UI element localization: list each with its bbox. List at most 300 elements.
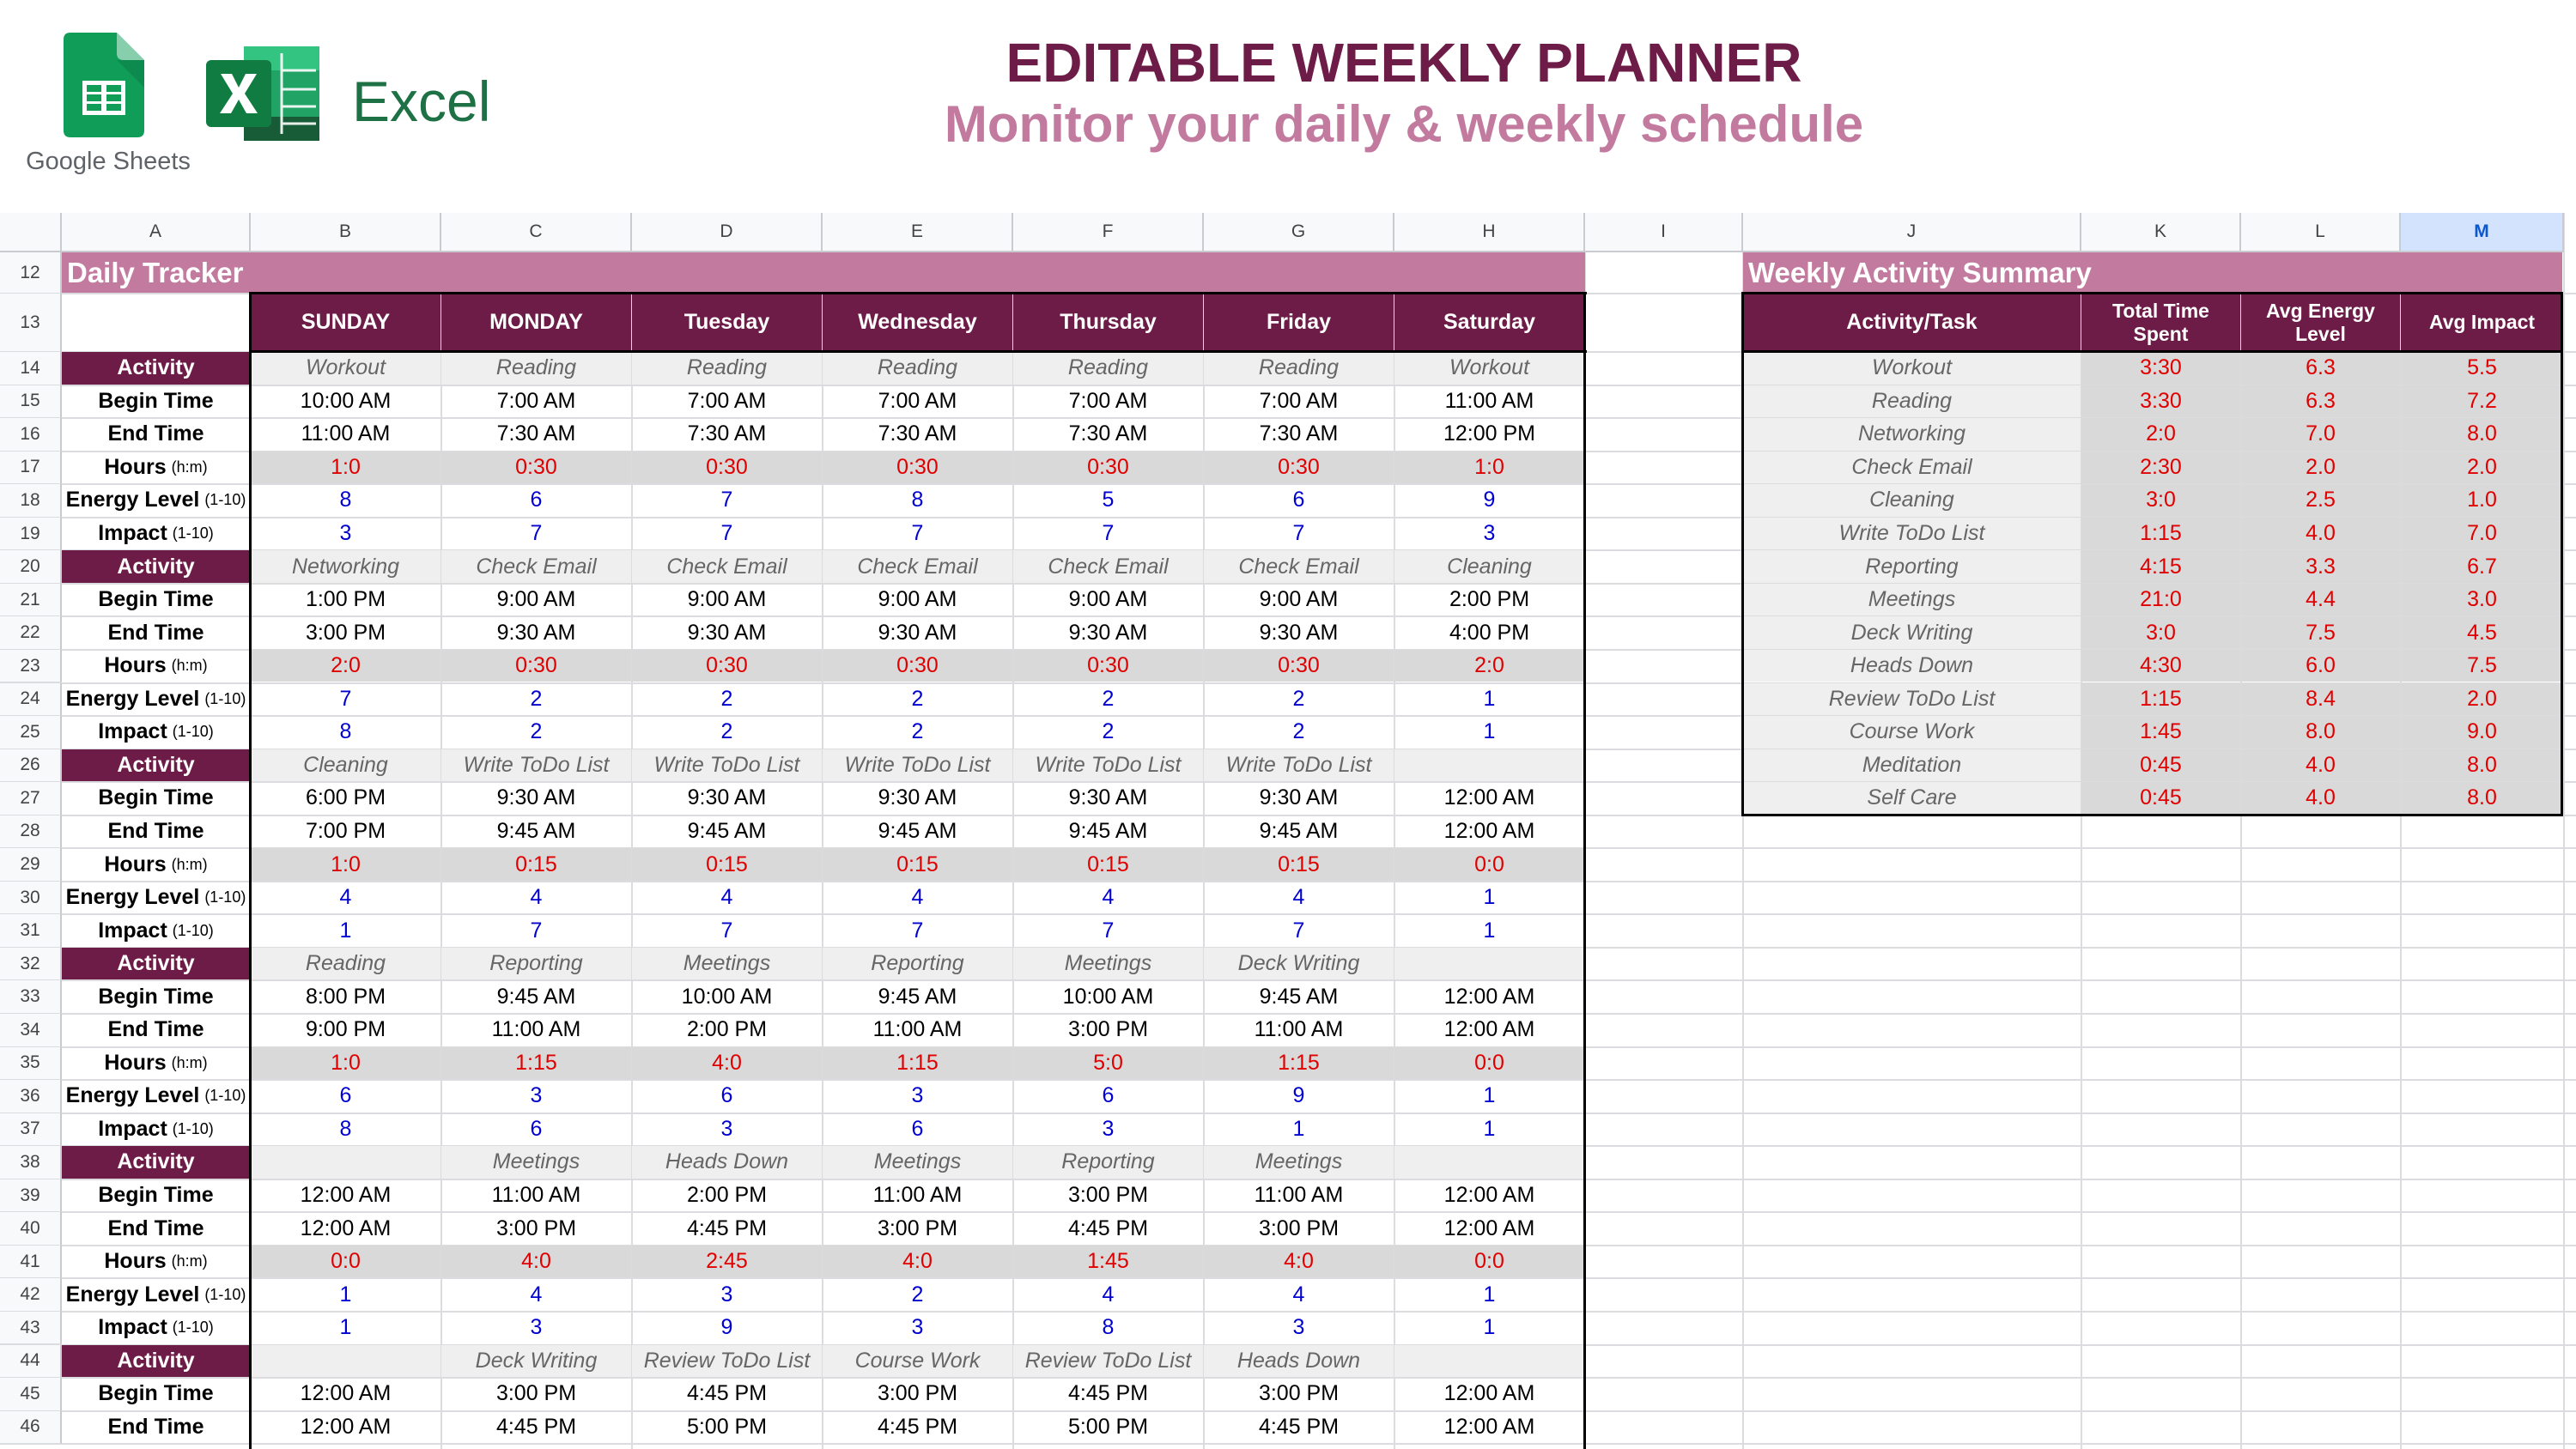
hours-cell[interactable]: 2:0 [251, 650, 440, 682]
activity-cell[interactable]: Write ToDo List [632, 749, 822, 782]
begin-time-cell[interactable]: 2:00 PM [1449, 587, 1530, 612]
summary-task-cell[interactable]: Heads Down [1743, 650, 2081, 682]
energy-level-cell[interactable]: 3 [720, 1282, 733, 1307]
activity-cell[interactable]: Meetings [1013, 948, 1203, 980]
energy-level-cell[interactable]: 2 [1102, 686, 1115, 711]
hours-cell[interactable]: 0:30 [823, 650, 1012, 682]
row-number[interactable]: 15 [0, 385, 62, 419]
activity-cell[interactable]: Write ToDo List [1204, 749, 1394, 782]
activity-cell[interactable]: Meetings [823, 1146, 1012, 1179]
energy-level-cell[interactable]: 4 [1102, 885, 1115, 910]
activity-cell[interactable]: Reading [441, 352, 631, 385]
impact-cell[interactable]: 7 [720, 521, 733, 546]
activity-cell[interactable]: Reading [1013, 352, 1203, 385]
end-time-cell[interactable]: 7:30 AM [1068, 421, 1148, 446]
end-time-cell[interactable]: 4:45 PM [495, 1414, 577, 1439]
energy-level-cell[interactable]: 2 [911, 1282, 924, 1307]
begin-time-cell[interactable]: 12:00 AM [1443, 785, 1535, 810]
activity-cell[interactable]: Reading [1204, 352, 1394, 385]
begin-time-cell[interactable]: 7:00 AM [1068, 388, 1148, 413]
impact-cell[interactable]: 7 [911, 918, 924, 943]
row-number[interactable]: 42 [0, 1278, 62, 1312]
row-number[interactable]: 25 [0, 716, 62, 749]
impact-cell[interactable]: 1 [1483, 1315, 1496, 1340]
energy-level-cell[interactable]: 8 [339, 488, 352, 512]
begin-time-cell[interactable]: 3:00 PM [877, 1381, 958, 1406]
end-time-cell[interactable]: 3:00 PM [1258, 1216, 1340, 1240]
row-number[interactable]: 34 [0, 1014, 62, 1047]
row-number[interactable]: 22 [0, 616, 62, 650]
energy-level-cell[interactable]: 1 [1483, 1083, 1496, 1108]
end-time-cell[interactable]: 7:30 AM [496, 421, 576, 446]
column-header-h[interactable]: H [1394, 213, 1585, 252]
begin-time-cell[interactable]: 12:00 AM [1443, 1183, 1535, 1208]
activity-cell[interactable]: Workout [1394, 352, 1584, 385]
activity-cell[interactable]: Workout [251, 352, 440, 385]
end-time-cell[interactable]: 7:00 PM [305, 818, 386, 843]
end-time-cell[interactable]: 4:45 PM [686, 1216, 768, 1240]
summary-energy-cell[interactable]: 8.4 [2241, 683, 2400, 716]
hours-cell[interactable]: 0:15 [1204, 848, 1394, 881]
end-time-cell[interactable]: 9:45 AM [687, 818, 767, 843]
impact-cell[interactable]: 2 [911, 719, 924, 744]
end-time-cell[interactable]: 11:00 AM [1254, 1017, 1344, 1042]
summary-task-cell[interactable]: Workout [1743, 352, 2081, 385]
end-time-cell[interactable]: 7:30 AM [878, 421, 957, 446]
summary-impact-cell[interactable]: 7.5 [2401, 650, 2563, 682]
summary-energy-cell[interactable]: 6.0 [2241, 650, 2400, 682]
summary-task-cell[interactable]: Reading [1743, 385, 2081, 418]
begin-time-cell[interactable]: 9:00 AM [496, 587, 576, 612]
end-time-cell[interactable]: 3:00 PM [495, 1216, 577, 1240]
begin-time-cell[interactable]: 4:45 PM [1067, 1381, 1149, 1406]
hours-cell[interactable]: 0:0 [1394, 848, 1584, 881]
summary-task-cell[interactable]: Check Email [1743, 452, 2081, 484]
impact-cell[interactable]: 7 [911, 521, 924, 546]
activity-cell[interactable]: Networking [251, 550, 440, 583]
hours-cell[interactable]: 1:15 [1204, 1047, 1394, 1080]
row-number[interactable]: 21 [0, 584, 62, 617]
hours-cell[interactable]: 4:0 [823, 1246, 1012, 1278]
impact-cell[interactable]: 3 [530, 1315, 543, 1340]
begin-time-cell[interactable]: 9:00 AM [878, 587, 957, 612]
hours-cell[interactable]: 1:0 [251, 452, 440, 484]
column-header-a[interactable]: A [62, 213, 251, 252]
summary-energy-cell[interactable]: 8.0 [2241, 716, 2400, 749]
spreadsheet-grid[interactable] [0, 213, 2576, 1449]
column-header-k[interactable]: K [2081, 213, 2241, 252]
begin-time-cell[interactable]: 11:00 AM [1254, 1183, 1344, 1208]
row-number[interactable]: 28 [0, 815, 62, 849]
begin-time-cell[interactable]: 10:00 AM [300, 388, 392, 413]
energy-level-cell[interactable]: 1 [339, 1282, 352, 1307]
summary-task-cell[interactable]: Cleaning [1743, 484, 2081, 517]
impact-cell[interactable]: 3 [339, 521, 352, 546]
summary-impact-cell[interactable]: 8.0 [2401, 418, 2563, 451]
activity-cell[interactable]: Meetings [632, 948, 822, 980]
begin-time-cell[interactable]: 8:00 PM [305, 984, 386, 1009]
summary-impact-cell[interactable]: 5.5 [2401, 352, 2563, 385]
impact-cell[interactable]: 7 [530, 918, 543, 943]
summary-time-cell[interactable]: 1:15 [2081, 518, 2240, 550]
activity-cell[interactable]: Review ToDo List [632, 1345, 822, 1378]
summary-time-cell[interactable]: 2:30 [2081, 452, 2240, 484]
end-time-cell[interactable]: 11:00 AM [491, 1017, 581, 1042]
begin-time-cell[interactable]: 9:00 AM [687, 587, 767, 612]
energy-level-cell[interactable]: 9 [1483, 488, 1496, 512]
activity-cell[interactable] [1394, 1345, 1584, 1378]
hours-cell[interactable]: 0:15 [441, 848, 631, 881]
begin-time-cell[interactable]: 9:30 AM [878, 785, 957, 810]
impact-cell[interactable]: 1 [1483, 918, 1496, 943]
column-header-b[interactable]: B [251, 213, 441, 252]
row-number[interactable]: 32 [0, 948, 62, 981]
hours-cell[interactable]: 4:0 [1204, 1246, 1394, 1278]
begin-time-cell[interactable]: 10:00 AM [681, 984, 773, 1009]
end-time-cell[interactable]: 3:00 PM [877, 1216, 958, 1240]
activity-cell[interactable]: Write ToDo List [823, 749, 1012, 782]
energy-level-cell[interactable]: 3 [530, 1083, 543, 1108]
row-number[interactable]: 40 [0, 1212, 62, 1246]
end-time-cell[interactable]: 3:00 PM [1067, 1017, 1149, 1042]
summary-time-cell[interactable]: 4:15 [2081, 550, 2240, 583]
end-time-cell[interactable]: 9:30 AM [687, 620, 767, 645]
begin-time-cell[interactable]: 7:00 AM [496, 388, 576, 413]
summary-energy-cell[interactable]: 6.3 [2241, 352, 2400, 385]
energy-level-cell[interactable]: 4 [1292, 885, 1305, 910]
row-number[interactable]: 37 [0, 1113, 62, 1147]
energy-level-cell[interactable]: 4 [911, 885, 924, 910]
hours-cell[interactable]: 5:0 [1013, 1047, 1203, 1080]
row-number[interactable]: 14 [0, 352, 62, 385]
end-time-cell[interactable]: 9:45 AM [1068, 818, 1148, 843]
end-time-cell[interactable]: 12:00 AM [1443, 1414, 1535, 1439]
impact-cell[interactable]: 7 [1102, 521, 1115, 546]
hours-cell[interactable]: 4:0 [441, 1246, 631, 1278]
impact-cell[interactable]: 2 [1292, 719, 1305, 744]
summary-time-cell[interactable]: 0:45 [2081, 782, 2240, 815]
energy-level-cell[interactable]: 4 [1102, 1282, 1115, 1307]
summary-task-cell[interactable]: Self Care [1743, 782, 2081, 815]
begin-time-cell[interactable]: 9:45 AM [1259, 984, 1339, 1009]
begin-time-cell[interactable]: 3:00 PM [1067, 1183, 1149, 1208]
summary-energy-cell[interactable]: 3.3 [2241, 550, 2400, 583]
activity-cell[interactable]: Meetings [1204, 1146, 1394, 1179]
energy-level-cell[interactable]: 2 [1292, 686, 1305, 711]
activity-cell[interactable]: Cleaning [251, 749, 440, 782]
column-header-j[interactable]: J [1743, 213, 2081, 252]
hours-cell[interactable]: 0:0 [1394, 1246, 1584, 1278]
column-header-g[interactable]: G [1204, 213, 1394, 252]
hours-cell[interactable]: 2:0 [1394, 650, 1584, 682]
row-number[interactable]: 13 [0, 294, 62, 352]
end-time-cell[interactable]: 9:30 AM [1068, 620, 1148, 645]
impact-cell[interactable]: 7 [1102, 918, 1115, 943]
begin-time-cell[interactable]: 3:00 PM [1258, 1381, 1340, 1406]
energy-level-cell[interactable]: 3 [911, 1083, 924, 1108]
summary-energy-cell[interactable]: 4.0 [2241, 782, 2400, 815]
energy-level-cell[interactable]: 1 [1483, 1282, 1496, 1307]
summary-task-cell[interactable]: Write ToDo List [1743, 518, 2081, 550]
end-time-cell[interactable]: 2:00 PM [686, 1017, 768, 1042]
energy-level-cell[interactable]: 2 [911, 686, 924, 711]
hours-cell[interactable]: 0:30 [632, 650, 822, 682]
hours-cell[interactable]: 0:30 [441, 650, 631, 682]
end-time-cell[interactable]: 11:00 AM [301, 421, 391, 446]
activity-cell[interactable]: Reading [251, 948, 440, 980]
row-number[interactable]: 19 [0, 518, 62, 551]
row-number[interactable]: 29 [0, 848, 62, 882]
end-time-cell[interactable]: 12:00 AM [1443, 818, 1535, 843]
hours-cell[interactable]: 1:45 [1013, 1246, 1203, 1278]
hours-cell[interactable]: 1:15 [441, 1047, 631, 1080]
energy-level-cell[interactable]: 5 [1102, 488, 1115, 512]
column-header-i[interactable]: I [1585, 213, 1743, 252]
impact-cell[interactable]: 3 [1102, 1116, 1115, 1141]
impact-cell[interactable]: 7 [1292, 521, 1305, 546]
end-time-cell[interactable]: 4:45 PM [877, 1414, 958, 1439]
hours-cell[interactable]: 1:0 [251, 848, 440, 881]
impact-cell[interactable]: 3 [720, 1116, 733, 1141]
impact-cell[interactable]: 1 [339, 918, 352, 943]
begin-time-cell[interactable]: 7:00 AM [878, 388, 957, 413]
summary-energy-cell[interactable]: 7.0 [2241, 418, 2400, 451]
impact-cell[interactable]: 9 [720, 1315, 733, 1340]
begin-time-cell[interactable]: 9:45 AM [878, 984, 957, 1009]
begin-time-cell[interactable]: 12:00 AM [1443, 1381, 1535, 1406]
activity-cell[interactable] [251, 1345, 440, 1378]
energy-level-cell[interactable]: 4 [1292, 1282, 1305, 1307]
begin-time-cell[interactable]: 9:30 AM [1259, 785, 1339, 810]
activity-cell[interactable]: Cleaning [1394, 550, 1584, 583]
energy-level-cell[interactable]: 2 [720, 686, 733, 711]
column-header-f[interactable]: F [1013, 213, 1204, 252]
summary-time-cell[interactable]: 3:30 [2081, 352, 2240, 385]
impact-cell[interactable]: 8 [339, 719, 352, 744]
summary-time-cell[interactable]: 4:30 [2081, 650, 2240, 682]
end-time-cell[interactable]: 9:45 AM [1259, 818, 1339, 843]
summary-task-cell[interactable]: Deck Writing [1743, 616, 2081, 649]
hours-cell[interactable]: 0:15 [632, 848, 822, 881]
energy-level-cell[interactable]: 6 [720, 1083, 733, 1108]
column-header-c[interactable]: C [441, 213, 632, 252]
hours-cell[interactable]: 1:0 [1394, 452, 1584, 484]
end-time-cell[interactable]: 5:00 PM [1067, 1414, 1149, 1439]
end-time-cell[interactable]: 12:00 AM [1443, 1017, 1535, 1042]
row-number[interactable]: 36 [0, 1080, 62, 1113]
summary-energy-cell[interactable]: 6.3 [2241, 385, 2400, 418]
hours-cell[interactable]: 0:30 [441, 452, 631, 484]
energy-level-cell[interactable]: 6 [530, 488, 543, 512]
end-time-cell[interactable]: 4:45 PM [1258, 1414, 1340, 1439]
summary-time-cell[interactable]: 2:0 [2081, 418, 2240, 451]
impact-cell[interactable]: 1 [339, 1315, 352, 1340]
hours-cell[interactable]: 0:0 [1394, 1047, 1584, 1080]
impact-cell[interactable]: 3 [911, 1315, 924, 1340]
summary-impact-cell[interactable]: 8.0 [2401, 749, 2563, 782]
activity-cell[interactable]: Meetings [441, 1146, 631, 1179]
summary-task-cell[interactable]: Networking [1743, 418, 2081, 451]
end-time-cell[interactable]: 12:00 AM [1443, 1216, 1535, 1240]
column-header-e[interactable]: E [823, 213, 1013, 252]
row-number[interactable]: 39 [0, 1179, 62, 1213]
impact-cell[interactable]: 7 [530, 521, 543, 546]
hours-cell[interactable]: 0:30 [1204, 452, 1394, 484]
activity-cell[interactable]: Reporting [823, 948, 1012, 980]
end-time-cell[interactable]: 9:45 AM [496, 818, 576, 843]
end-time-cell[interactable]: 4:00 PM [1449, 620, 1530, 645]
activity-cell[interactable] [1394, 1146, 1584, 1179]
activity-cell[interactable]: Check Email [1204, 550, 1394, 583]
summary-energy-cell[interactable]: 2.0 [2241, 452, 2400, 484]
hours-cell[interactable]: 1:15 [823, 1047, 1012, 1080]
row-number[interactable]: 38 [0, 1146, 62, 1179]
row-number[interactable]: 43 [0, 1312, 62, 1345]
energy-level-cell[interactable]: 1 [1483, 885, 1496, 910]
summary-time-cell[interactable]: 1:15 [2081, 683, 2240, 716]
begin-time-cell[interactable]: 10:00 AM [1062, 984, 1154, 1009]
impact-cell[interactable]: 1 [1292, 1116, 1305, 1141]
energy-level-cell[interactable]: 9 [1292, 1083, 1305, 1108]
hours-cell[interactable]: 2:45 [632, 1246, 822, 1278]
activity-cell[interactable] [251, 1146, 440, 1179]
end-time-cell[interactable]: 9:30 AM [496, 620, 576, 645]
activity-cell[interactable]: Reporting [1013, 1146, 1203, 1179]
summary-energy-cell[interactable]: 4.4 [2241, 584, 2400, 616]
energy-level-cell[interactable]: 7 [339, 686, 352, 711]
end-time-cell[interactable]: 9:30 AM [878, 620, 957, 645]
end-time-cell[interactable]: 11:00 AM [872, 1017, 963, 1042]
summary-time-cell[interactable]: 0:45 [2081, 749, 2240, 782]
activity-cell[interactable]: Heads Down [632, 1146, 822, 1179]
energy-level-cell[interactable]: 4 [530, 1282, 543, 1307]
begin-time-cell[interactable]: 4:45 PM [686, 1381, 768, 1406]
summary-impact-cell[interactable]: 2.0 [2401, 683, 2563, 716]
impact-cell[interactable]: 1 [1483, 719, 1496, 744]
summary-task-cell[interactable]: Review ToDo List [1743, 683, 2081, 716]
end-time-cell[interactable]: 9:30 AM [1259, 620, 1339, 645]
summary-energy-cell[interactable]: 4.0 [2241, 518, 2400, 550]
summary-time-cell[interactable]: 21:0 [2081, 584, 2240, 616]
impact-cell[interactable]: 3 [1483, 521, 1496, 546]
energy-level-cell[interactable]: 8 [911, 488, 924, 512]
activity-cell[interactable]: Course Work [823, 1345, 1012, 1378]
row-number[interactable]: 23 [0, 650, 62, 683]
summary-impact-cell[interactable]: 8.0 [2401, 782, 2563, 815]
summary-impact-cell[interactable]: 7.2 [2401, 385, 2563, 418]
row-number[interactable]: 20 [0, 550, 62, 584]
row-number[interactable]: 26 [0, 749, 62, 783]
begin-time-cell[interactable]: 12:00 AM [300, 1381, 392, 1406]
activity-cell[interactable]: Reading [823, 352, 1012, 385]
activity-cell[interactable]: Reading [632, 352, 822, 385]
begin-time-cell[interactable]: 7:00 AM [1259, 388, 1339, 413]
end-time-cell[interactable]: 5:00 PM [686, 1414, 768, 1439]
end-time-cell[interactable]: 12:00 PM [1443, 421, 1535, 446]
begin-time-cell[interactable]: 9:00 AM [1259, 587, 1339, 612]
end-time-cell[interactable]: 12:00 AM [300, 1414, 392, 1439]
impact-cell[interactable]: 1 [1483, 1116, 1496, 1141]
summary-energy-cell[interactable]: 7.5 [2241, 616, 2400, 649]
row-number[interactable]: 44 [0, 1345, 62, 1379]
activity-cell[interactable] [1394, 948, 1584, 980]
row-number[interactable]: 45 [0, 1378, 62, 1411]
summary-impact-cell[interactable]: 3.0 [2401, 584, 2563, 616]
activity-cell[interactable]: Heads Down [1204, 1345, 1394, 1378]
activity-cell[interactable]: Review ToDo List [1013, 1345, 1203, 1378]
select-all-corner[interactable] [0, 213, 62, 252]
impact-cell[interactable]: 2 [1102, 719, 1115, 744]
summary-impact-cell[interactable]: 4.5 [2401, 616, 2563, 649]
column-header-m[interactable]: M [2401, 213, 2564, 252]
row-number[interactable]: 33 [0, 980, 62, 1014]
energy-level-cell[interactable]: 6 [339, 1083, 352, 1108]
impact-cell[interactable]: 6 [530, 1116, 543, 1141]
summary-impact-cell[interactable]: 7.0 [2401, 518, 2563, 550]
begin-time-cell[interactable]: 7:00 AM [687, 388, 767, 413]
hours-cell[interactable]: 0:30 [823, 452, 1012, 484]
impact-cell[interactable]: 6 [911, 1116, 924, 1141]
end-time-cell[interactable]: 7:30 AM [687, 421, 767, 446]
begin-time-cell[interactable]: 11:00 AM [1444, 388, 1534, 413]
activity-cell[interactable]: Deck Writing [1204, 948, 1394, 980]
column-header-d[interactable]: D [632, 213, 823, 252]
begin-time-cell[interactable]: 9:30 AM [1068, 785, 1148, 810]
begin-time-cell[interactable]: 12:00 AM [300, 1183, 392, 1208]
summary-impact-cell[interactable]: 1.0 [2401, 484, 2563, 517]
impact-cell[interactable]: 2 [720, 719, 733, 744]
summary-time-cell[interactable]: 3:30 [2081, 385, 2240, 418]
impact-cell[interactable]: 7 [720, 918, 733, 943]
hours-cell[interactable]: 0:30 [1204, 650, 1394, 682]
row-number[interactable]: 41 [0, 1246, 62, 1279]
begin-time-cell[interactable]: 6:00 PM [305, 785, 386, 810]
hours-cell[interactable]: 0:0 [251, 1246, 440, 1278]
row-number[interactable]: 24 [0, 683, 62, 717]
begin-time-cell[interactable]: 9:00 AM [1068, 587, 1148, 612]
column-header-l[interactable]: L [2241, 213, 2401, 252]
activity-cell[interactable]: Check Email [441, 550, 631, 583]
activity-cell[interactable]: Write ToDo List [441, 749, 631, 782]
impact-cell[interactable]: 8 [339, 1116, 352, 1141]
activity-cell[interactable]: Reporting [441, 948, 631, 980]
begin-time-cell[interactable]: 9:30 AM [496, 785, 576, 810]
row-number[interactable]: 31 [0, 914, 62, 948]
end-time-cell[interactable]: 4:45 PM [1067, 1216, 1149, 1240]
row-number[interactable]: 30 [0, 882, 62, 915]
begin-time-cell[interactable]: 11:00 AM [491, 1183, 581, 1208]
summary-task-cell[interactable]: Meetings [1743, 584, 2081, 616]
row-number[interactable]: 12 [0, 252, 62, 294]
summary-time-cell[interactable]: 3:0 [2081, 616, 2240, 649]
energy-level-cell[interactable]: 4 [339, 885, 352, 910]
end-time-cell[interactable]: 12:00 AM [300, 1216, 392, 1240]
row-number[interactable]: 27 [0, 782, 62, 815]
hours-cell[interactable]: 1:0 [251, 1047, 440, 1080]
row-number[interactable]: 18 [0, 484, 62, 518]
hours-cell[interactable]: 0:30 [632, 452, 822, 484]
energy-level-cell[interactable]: 6 [1102, 1083, 1115, 1108]
summary-task-cell[interactable]: Reporting [1743, 550, 2081, 583]
hours-cell[interactable]: 0:15 [823, 848, 1012, 881]
activity-cell[interactable]: Check Email [823, 550, 1012, 583]
begin-time-cell[interactable]: 2:00 PM [686, 1183, 768, 1208]
summary-impact-cell[interactable]: 9.0 [2401, 716, 2563, 749]
begin-time-cell[interactable]: 12:00 AM [1443, 984, 1535, 1009]
end-time-cell[interactable]: 3:00 PM [305, 620, 386, 645]
end-time-cell[interactable]: 9:45 AM [878, 818, 957, 843]
summary-task-cell[interactable]: Course Work [1743, 716, 2081, 749]
